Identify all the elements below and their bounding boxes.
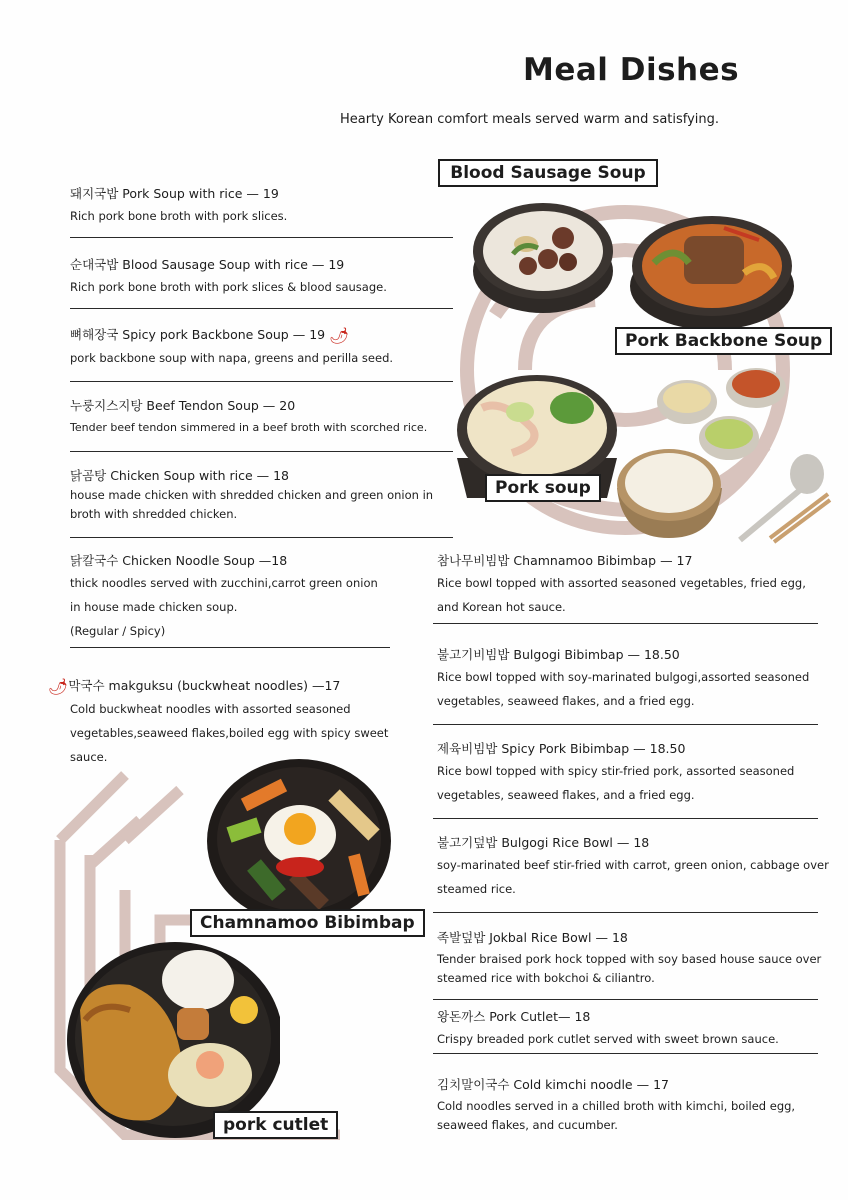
menu-item-chicken-soup <box>70 466 440 524</box>
chili-pepper-icon: 🌶 <box>48 676 69 696</box>
menu-item-name: 왕돈까스 Pork Cutlet— 18 <box>437 1009 591 1024</box>
chamnamoo-bibimbap-image <box>204 755 394 923</box>
menu-item-name: 불고기비빔밥 Bulgogi Bibimbap — 18.50 <box>437 647 680 662</box>
menu-item-name: 누룽지스지탕 Beef Tendon Soup — 20 <box>70 398 296 413</box>
divider <box>433 912 818 913</box>
menu-item-desc: Rich pork bone broth with pork slices & blood sausage. <box>70 280 387 294</box>
blood-sausage-soup-image <box>468 196 618 316</box>
menu-item-note: (Regular / Spicy) <box>70 624 166 638</box>
menu-item-name: 제육비빔밥 Spicy Pork Bibimbap — 18.50 <box>437 741 686 756</box>
menu-item-name-row <box>48 676 428 697</box>
menu-item-desc: Crispy breaded pork cutlet served with sweet brown sauce. <box>437 1032 779 1046</box>
menu-item-pork-soup <box>70 184 450 228</box>
menu-item-name: 닭곰탕 Chicken Soup with rice — 18 <box>70 468 290 483</box>
menu-item-name: 참나무비빔밥 Chamnamoo Bibimbap — 17 <box>437 553 693 568</box>
menu-item-desc: house made chicken with shredded chicken and green onion in broth with shredded chicken. <box>70 488 434 521</box>
menu-item-desc: Tender braised pork hock topped with soy based house sauce over steamed rice with bokchoi & ciliantro. <box>437 952 822 985</box>
menu-item-desc: Rice bowl topped with assorted seasoned vegetables, fried egg, and Korean hot sauce. <box>437 576 806 614</box>
menu-item-name: 김치말이국수 Cold kimchi noodle — 17 <box>437 1077 669 1092</box>
page-subtitle: Hearty Korean comfort meals served warm and satisfying. <box>340 112 720 127</box>
menu-item-name: 막국수 makguksu (buckwheat noodles) —17 <box>68 678 341 693</box>
label-pork-cutlet: pork cutlet <box>213 1111 338 1139</box>
menu-item-pork-cutlet <box>437 1007 842 1051</box>
pork-cutlet-image <box>60 940 280 1140</box>
menu-item-jokbal-rice-bowl <box>437 928 832 988</box>
rice-bowl-image <box>612 443 727 541</box>
menu-item-desc: Tender beef tendon simmered in a beef broth with scorched rice. <box>70 421 428 434</box>
label-pork-soup: Pork soup <box>485 474 601 502</box>
menu-item-desc: Cold noodles served in a chilled broth with kimchi, boiled egg, seaweed flakes, and cucumber. <box>437 1099 796 1132</box>
menu-item-chamnamoo-bibimbap <box>437 551 822 619</box>
menu-item-cold-kimchi-noodle <box>437 1075 842 1135</box>
divider <box>70 237 453 238</box>
divider <box>70 381 453 382</box>
menu-item-desc: thick noodles served with zucchini,carrot green onion in house made chicken soup. <box>70 576 378 614</box>
menu-item-spicy-pork-backbone-soup <box>70 325 455 370</box>
menu-item-blood-sausage-soup <box>70 255 455 299</box>
spoon-chopsticks-image <box>732 452 832 544</box>
menu-item-chicken-noodle-soup <box>70 551 390 643</box>
pork-backbone-soup-image <box>624 208 799 333</box>
divider <box>433 1053 818 1054</box>
menu-item-desc: Rice bowl topped with spicy stir-fried pork, assorted seasoned vegetables, seaweed flakes, and a fried egg. <box>437 764 795 802</box>
menu-item-makguksu <box>48 676 428 769</box>
divider <box>433 818 818 819</box>
label-chamnamoo-bibimbap: Chamnamoo Bibimbap <box>190 909 425 937</box>
menu-item-bulgogi-bibimbap <box>437 645 822 713</box>
menu-item-bulgogi-rice-bowl <box>437 833 832 901</box>
divider <box>433 724 818 725</box>
menu-item-name: 뼈해장국 Spicy pork Backbone Soup — 19 <box>70 327 326 342</box>
label-pork-backbone-soup: Pork Backbone Soup <box>615 327 832 355</box>
label-blood-sausage-soup: Blood Sausage Soup <box>438 159 658 187</box>
menu-item-name: 불고기덮밥 Bulgogi Rice Bowl — 18 <box>437 835 650 850</box>
menu-item-beef-tendon-soup <box>70 396 455 440</box>
menu-item-desc: Rice bowl topped with soy-marinated bulgogi,assorted seasoned vegetables, seaweed flakes, and a fried egg. <box>437 670 810 708</box>
page-title: Meal Dishes <box>523 52 740 88</box>
divider <box>70 451 453 452</box>
menu-item-desc: soy-marinated beef stir-fried with carrot, green onion, cabbage over steamed rice. <box>437 858 829 896</box>
menu-item-name-row <box>70 325 455 346</box>
divider <box>433 999 818 1000</box>
divider <box>70 647 390 648</box>
divider <box>70 308 453 309</box>
menu-item-desc: pork backbone soup with napa, greens and perilla seed. <box>70 350 394 365</box>
divider <box>70 537 453 538</box>
menu-item-name: 족발덮밥 Jokbal Rice Bowl — 18 <box>437 930 628 945</box>
menu-item-desc: Cold buckwheat noodles with assorted seasoned vegetables,seaweed flakes,boiled egg with spicy sweet sauce. <box>70 701 389 764</box>
menu-item-name: 돼지국밥 Pork Soup with rice — 19 <box>70 186 279 201</box>
menu-item-spicy-pork-bibimbap <box>437 739 822 807</box>
chili-pepper-icon: 🌶 <box>329 325 350 345</box>
menu-item-name: 닭칼국수 Chicken Noodle Soup —18 <box>70 553 288 568</box>
menu-item-desc: Rich pork bone broth with pork slices. <box>70 209 288 223</box>
divider <box>433 623 818 624</box>
menu-item-name: 순대국밥 Blood Sausage Soup with rice — 19 <box>70 257 345 272</box>
